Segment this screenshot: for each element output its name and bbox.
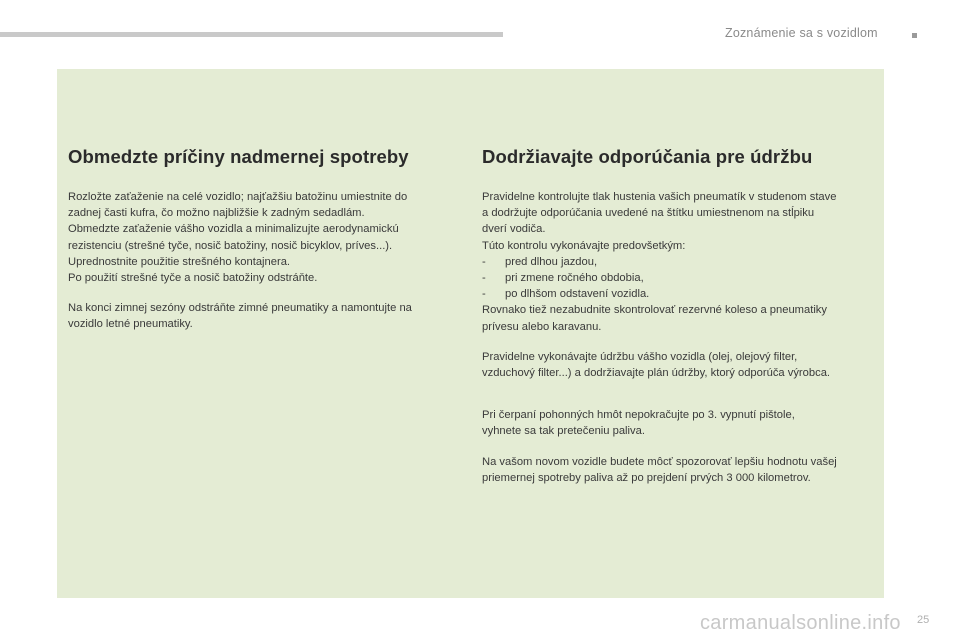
right-heading: Dodržiavajte odporúčania pre údržbu: [482, 146, 813, 167]
text-line: Túto kontrolu vykonávajte predovšetkým:: [482, 239, 686, 252]
list-item: [482, 270, 882, 286]
text-line: Pri čerpaní pohonných hmôt nepokračujte po 3. vypnutí pištole,: [482, 409, 795, 422]
right-paragraph-3: [482, 407, 882, 439]
list-item-text: pred dlhou jazdou,: [505, 255, 598, 268]
left-heading: Obmedzte príčiny nadmernej spotreby: [68, 146, 409, 167]
text-line: vyhnete sa tak pretečeniu paliva.: [482, 425, 645, 438]
text-line: Rovnako tiež nezabudnite skontrolovať rezervné koleso a pneumatiky: [482, 304, 827, 317]
text-line: zadnej časti kufra, čo možno najbližšie k zadným sedadlám.: [68, 207, 365, 220]
text-line: vozidlo letné pneumatiky.: [68, 318, 193, 331]
text-line: priemernej spotreby paliva až po prejdení prvých 3 000 kilometrov.: [482, 471, 811, 484]
text-line: dverí vodiča.: [482, 223, 546, 236]
list-item: [482, 286, 882, 302]
content-panel: [57, 69, 884, 598]
text-line: Na konci zimnej sezóny odstráňte zimné pneumatiky a namontujte na: [68, 302, 412, 315]
left-paragraph-1: [68, 189, 458, 286]
text-line: prívesu alebo karavanu.: [482, 320, 602, 333]
text-line: Rozložte zaťaženie na celé vozidlo; najťažšiu batožinu umiestnite do: [68, 191, 408, 203]
text-line: Uprednostnite použitie strešného kontajnera.: [68, 255, 291, 268]
left-paragraph-2: [68, 300, 458, 332]
left-column: [68, 146, 458, 347]
right-paragraph-4: [482, 454, 882, 486]
list-dash: -: [482, 255, 486, 268]
list-dash: -: [482, 272, 486, 285]
list-item-text: po dlhšom odstavení vozidla.: [505, 288, 650, 301]
text-line: vzduchový filter...) a dodržiavajte plán údržby, ktorý odporúča výrobca.: [482, 367, 831, 380]
header-rule: [0, 32, 503, 37]
right-column: [482, 146, 882, 500]
list-item: [482, 254, 882, 270]
text-line: Po použití strešné tyče a nosič batožiny odstráňte.: [68, 272, 318, 285]
right-paragraph-1: [482, 189, 882, 335]
text-line: Pravidelne vykonávajte údržbu vášho vozidla (olej, olejový filter,: [482, 350, 798, 363]
list-item-text: pri zmene ročného obdobia,: [505, 272, 644, 285]
text-line: Pravidelne kontrolujte tlak hustenia vašich pneumatík v studenom stave: [482, 191, 837, 203]
text-line: Obmedzte zaťaženie vášho vozidla a minimalizujte aerodynamickú: [68, 223, 399, 236]
list-dash: -: [482, 288, 486, 301]
right-paragraph-2: [482, 349, 882, 381]
section-marker: [912, 33, 917, 38]
section-title: Zoznámenie sa s vozidlom: [725, 26, 878, 40]
text-line: Na vašom novom vozidle budete môcť spozorovať lepšiu hodnotu vašej: [482, 455, 837, 468]
text-line: rezistenciu (strešné tyče, nosič batožiny, nosič bicyklov, príves...).: [68, 239, 393, 252]
page-number: 25: [917, 614, 930, 626]
text-line: a dodržujte odporúčania uvedené na štítku umiestnenom na stĺpiku: [482, 207, 815, 220]
watermark: carmanualsonline.info: [700, 612, 901, 634]
